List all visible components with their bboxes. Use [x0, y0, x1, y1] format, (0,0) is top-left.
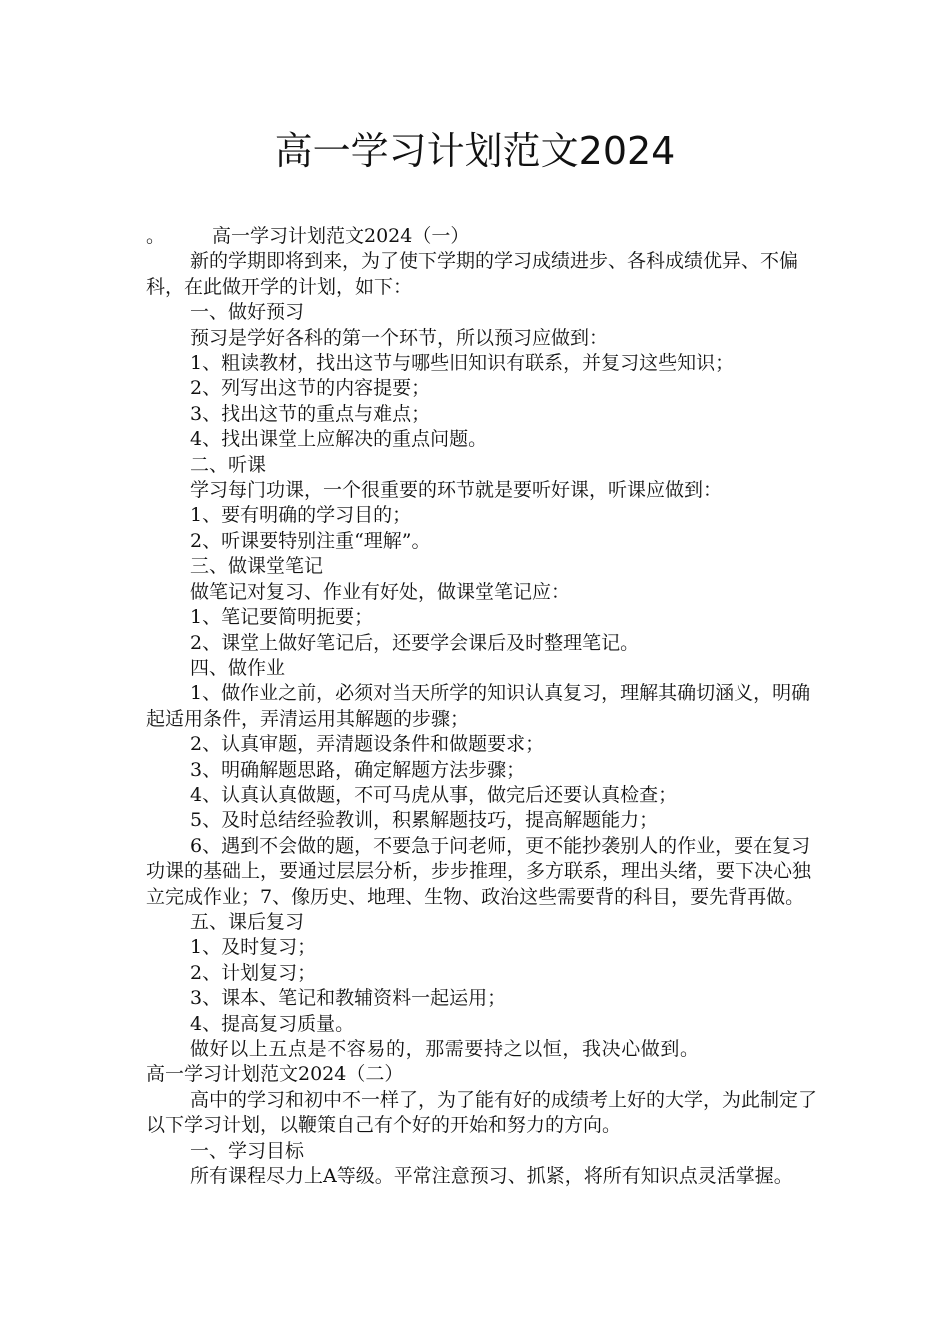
section2-part1-text: 所有课程尽力上A等级。平常注意预习、抓紧，将所有知识点灵活掌握。 — [190, 1165, 793, 1188]
list-item: 4、提高复习质量。 — [190, 1012, 355, 1035]
section1-heading-line — [146, 224, 826, 249]
list-item: 2、课堂上做好笔记后，还要学会课后及时整理笔记。 — [190, 631, 640, 654]
document-title: 高一学习计划范文2024 — [274, 129, 676, 173]
list-item: 3、课本、笔记和教辅资料一起运用； — [190, 987, 507, 1010]
list-item: 1、要有明确的学习目的； — [190, 504, 412, 527]
list-item: 6、遇到不会做的题，不要急于问老师，更不能抄袭别人的作业，要在复习功课的基础上，要通过层层分析，步步推理，多方联系，理出头绪，要下决心独立完成作业；7、像历史、地理、生物、政治这些需要背的科目，要先背再做。 — [146, 834, 812, 908]
list-item: 1、做作业之前，必须对当天所学的知识认真复习，理解其确切涵义，明确起适用条件，弄清运用其解题的步骤； — [146, 682, 811, 730]
list-item: 2、计划复习； — [190, 961, 317, 984]
list-item: 2、列写出这节的内容提要； — [190, 377, 431, 400]
list-item: 3、找出这节的重点与难点； — [190, 402, 431, 425]
part2-heading: 二、听课 — [190, 453, 267, 476]
part1-heading: 一、做好预习 — [190, 301, 305, 324]
list-item: 1、粗读教材，找出这节与哪些旧知识有联系，并复习这些知识； — [190, 352, 735, 375]
section2-intro: 高中的学习和初中不一样了，为了能有好的成绩考上好的大学，为此制定了以下学习计划，以鞭策自己有个好的开始和努力的方向。 — [146, 1088, 818, 1137]
list-item: 5、及时总结经验教训，积累解题技巧，提高解题能力； — [190, 809, 659, 832]
part1-lead: 预习是学好各科的第一个环节，所以预习应做到： — [190, 326, 609, 349]
part3-lead: 做笔记对复习、作业有好处，做课堂笔记应： — [190, 580, 571, 603]
list-item: 2、听课要特别注重“理解”。 — [190, 529, 431, 552]
section2-part1-heading: 一、学习目标 — [190, 1139, 305, 1162]
list-item: 1、及时复习； — [190, 936, 317, 959]
part5-heading: 五、课后复习 — [190, 910, 305, 933]
list-item: 4、认真认真做题，不可马虎从事，做完后还要认真检查； — [190, 783, 678, 806]
section1-closing: 做好以上五点是不容易的，那需要持之以恒，我决心做到。 — [190, 1038, 700, 1060]
list-item: 2、认真审题，弄清题设条件和做题要求； — [190, 733, 545, 756]
list-item: 3、明确解题思路，确定解题方法步骤； — [190, 758, 526, 781]
document-body — [146, 224, 826, 1189]
list-item: 1、笔记要简明扼要； — [190, 606, 374, 629]
part3-heading: 三、做课堂笔记 — [190, 555, 324, 578]
section1-heading: 高一学习计划范文2024（一） — [212, 225, 470, 247]
bullet-mark: 。 — [146, 225, 166, 247]
part4-heading: 四、做作业 — [190, 656, 286, 679]
section1-intro: 新的学期即将到来，为了使下学期的学习成绩进步、各科成绩优异、不偏科，在此做开学的计划，如下： — [146, 250, 799, 298]
section2-heading: 高一学习计划范文2024（二） — [146, 1063, 404, 1086]
list-item: 4、找出课堂上应解决的重点问题。 — [190, 428, 488, 451]
part2-lead: 学习每门功课，一个很重要的环节就是要听好课，听课应做到： — [190, 479, 723, 502]
